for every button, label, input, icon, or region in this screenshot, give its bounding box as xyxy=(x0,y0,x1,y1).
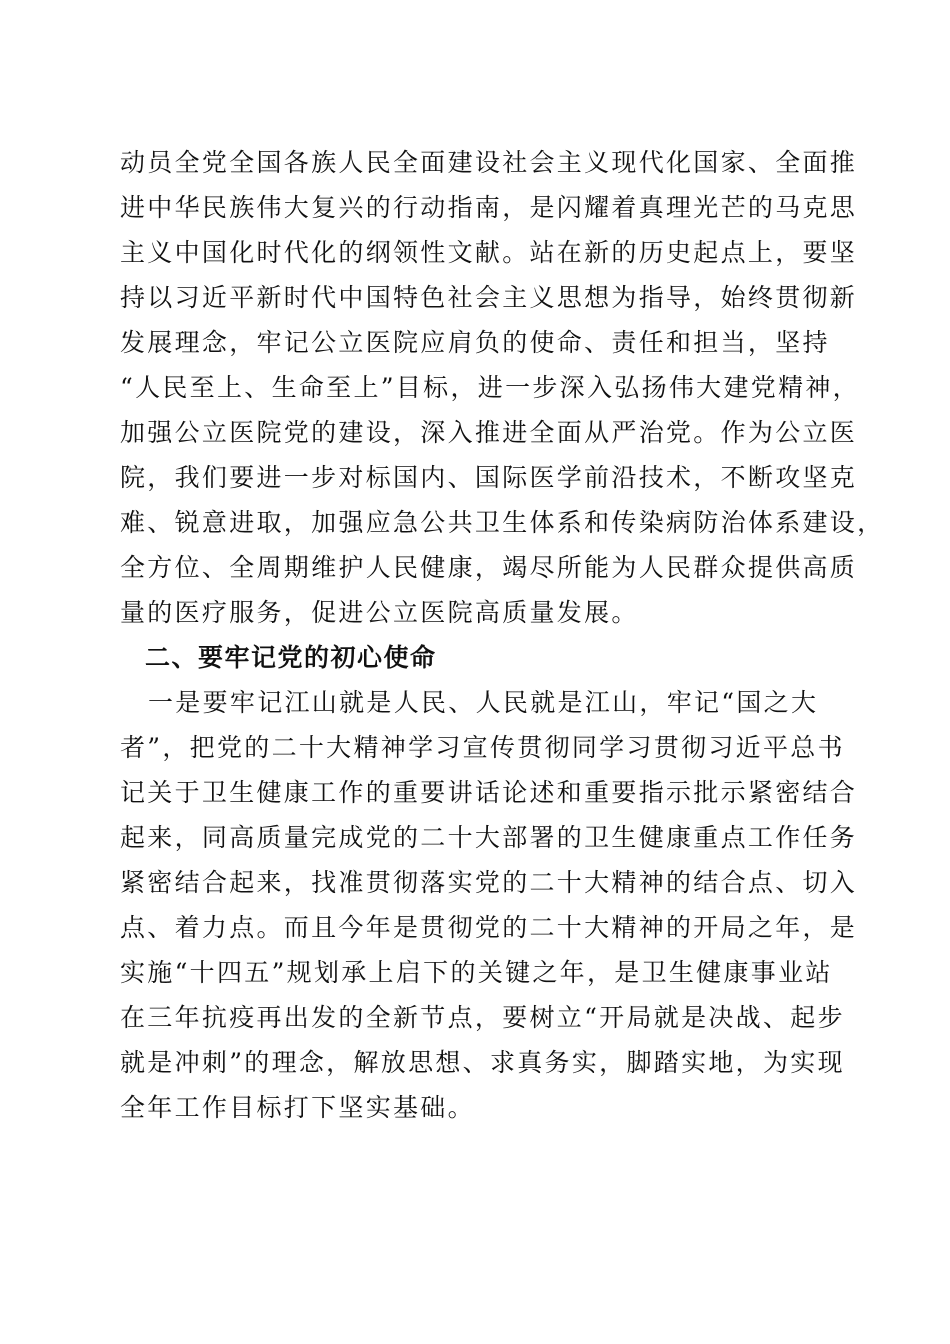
paragraph-line: 在三年抗疫再出发的全新节点，要树立“开局就是决战、起步 xyxy=(120,1003,845,1032)
paragraph-line: 动员全党全国各族人民全面建设社会主义现代化国家、全面推 xyxy=(120,148,858,177)
section-heading: 二、要牢记党的初心使命 xyxy=(145,643,437,672)
paragraph-line: 全方位、全周期维护人民健康，竭尽所能为人民群众提供高质 xyxy=(120,553,858,582)
paragraph-2 xyxy=(120,680,858,1130)
paragraph-line: 就是冲刺”的理念，解放思想、求真务实，脚踏实地，为实现 xyxy=(120,1048,845,1077)
paragraph-line: 发展理念，牢记公立医院应肩负的使命、责任和担当，坚持 xyxy=(120,328,830,357)
paragraph-line: 点、着力点。而且今年是贯彻党的二十大精神的开局之年，是 xyxy=(120,913,858,942)
paragraph-line: 紧密结合起来，找准贯彻落实党的二十大精神的结合点、切入 xyxy=(120,868,858,897)
document-body xyxy=(120,140,885,1130)
paragraph-line: 实施“十四五”规划承上启下的关键之年，是卫生健康事业站 xyxy=(120,958,833,987)
paragraph-line: 起来，同高质量完成党的二十大部署的卫生健康重点工作任务 xyxy=(120,823,858,852)
paragraph-line: “人民至上、生命至上”目标，进一步深入弘扬伟大建党精神， xyxy=(120,373,860,402)
paragraph-line: 量的医疗服务，促进公立医院高质量发展。 xyxy=(120,598,639,627)
paragraph-line: 院，我们要进一步对标国内、国际医学前沿技术，不断攻坚克 xyxy=(120,463,858,492)
paragraph-line: 一是要牢记江山就是人民、人民就是江山，牢记“国之大 xyxy=(148,688,819,717)
paragraph-line: 者”，把党的二十大精神学习宣传贯彻同学习贯彻习近平总书 xyxy=(120,733,845,762)
paragraph-line: 全年工作目标打下坚实基础。 xyxy=(120,1093,475,1122)
paragraph-line: 难、锐意进取，加强应急公共卫生体系和传染病防治体系建设， xyxy=(120,508,885,537)
paragraph-line: 进中华民族伟大复兴的行动指南，是闪耀着真理光芒的马克思 xyxy=(120,193,858,222)
paragraph-1 xyxy=(120,140,885,635)
paragraph-line: 记关于卫生健康工作的重要讲话论述和重要指示批示紧密结合 xyxy=(120,778,858,807)
paragraph-line: 主义中国化时代化的纲领性文献。站在新的历史起点上，要坚 xyxy=(120,238,858,267)
paragraph-line: 持以习近平新时代中国特色社会主义思想为指导，始终贯彻新 xyxy=(120,283,858,312)
paragraph-line: 加强公立医院党的建设，深入推进全面从严治党。作为公立医 xyxy=(120,418,858,447)
